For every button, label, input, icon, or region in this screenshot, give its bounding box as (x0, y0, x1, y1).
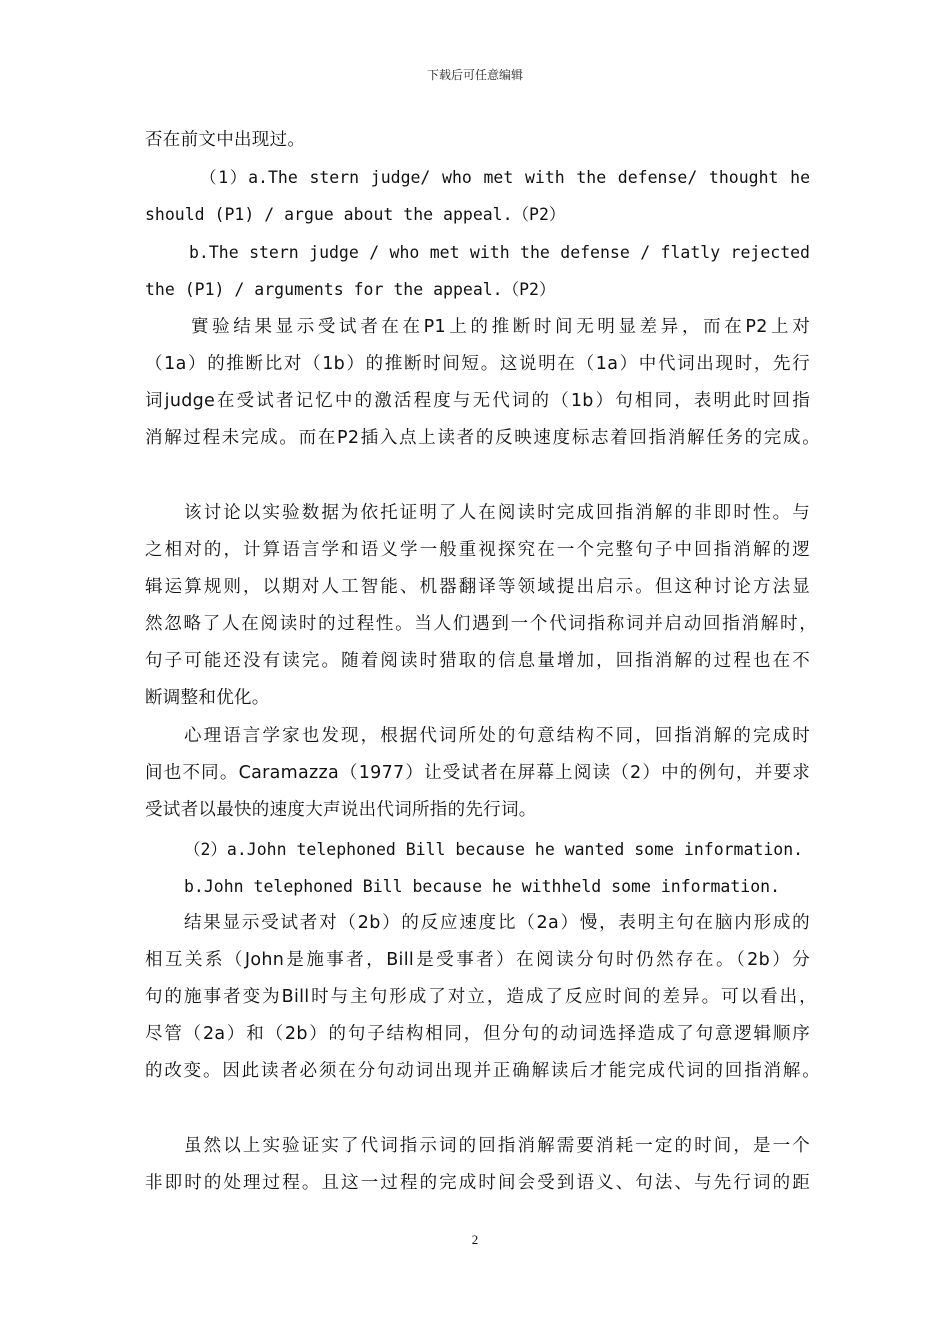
page-number: 2 (471, 1232, 479, 1247)
text-line: 否在前文中出现过。 (145, 130, 306, 150)
text-line: 结果显示受试者对（2b）的反应速度比（2a）慢，表明主句在脑内形成的 (184, 913, 810, 933)
example-line: b.The stern judge / who met with the defense / flatly rejected (189, 243, 810, 262)
text-line: （1a）的推断比对（1b）的推断时间短。这说明在（1a）中代词出现时，先行 (145, 354, 810, 374)
example-line: b.John telephoned Bill because he withheld some information. (184, 877, 781, 896)
text-line: 句子可能还没有读完。随着阅读时猎取的信息量增加，回指消解的过程也在不 (145, 651, 810, 671)
text-line: 虽然以上实验证实了代词指示词的回指消解需要消耗一定的时间，是一个 (184, 1136, 810, 1156)
text-line: 受试者以最快的速度大声说出代词所指的先行词。 (145, 800, 537, 820)
text-line: 间也不同。Caramazza（1977）让受试者在屏幕上阅读（2）中的例句，并要求 (145, 763, 810, 783)
text-line: 的改变。因此读者必须在分句动词出现并正确解读后才能完成代词的回指消解。 (145, 1061, 820, 1081)
text-line: 尽管（2a）和（2b）的句子结构相同，但分句的动词选择造成了句意逻辑顺序 (145, 1024, 810, 1044)
example-line: should (P1) / argue about the appeal.（P2） (145, 205, 566, 224)
text-line: 然忽略了人在阅读时的过程性。当人们遇到一个代词指称词并启动回指消解时， (145, 614, 817, 634)
text-line: 心理语言学家也发现，根据代词所处的句意结构不同，回指消解的完成时 (184, 726, 810, 746)
text-line: 句的施事者变为Bill时与主句形成了对立，造成了反应时间的差异。可以看出， (145, 987, 817, 1007)
example-line: （1）a.The stern judge/ who met with the defense/ thought he (200, 168, 810, 187)
text-line: 之相对的，计算语言学和语义学一般重视探究在一个完整句子中回指消解的逻 (145, 540, 810, 560)
text-line: 非即时的处理过程。且这一过程的完成时间会受到语义、句法、与先行词的距 (145, 1173, 810, 1193)
text-line: 實验结果显示受试者在在P1上的推断时间无明显差异，而在P2上对 (191, 317, 810, 337)
text-line: 相互关系（John是施事者，Bill是受事者）在阅读分句时仍然存在。（2b）分 (145, 950, 810, 970)
text-line: 断调整和优化。 (145, 688, 270, 708)
page-header: 下载后可任意编辑 (426, 68, 523, 82)
example-line: （2）a.John telephoned Bill because he wanted some information. (184, 840, 804, 859)
text-line: 辑运算规则，以期对人工智能、机器翻译等领域提出启示。但这种讨论方法显 (145, 577, 810, 597)
text-line: 消解过程未完成。而在P2插入点上读者的反映速度标志着回指消解任务的完成。 (145, 428, 820, 448)
text-line: 词judge在受试者记忆中的激活程度与无代词的（1b）句相同，表明此时回指 (145, 391, 810, 411)
text-line: 该讨论以实验数据为依托证明了人在阅读时完成回指消解的非即时性。与 (184, 503, 810, 523)
example-line: the (P1) / arguments for the appeal.（P2） (145, 280, 556, 299)
